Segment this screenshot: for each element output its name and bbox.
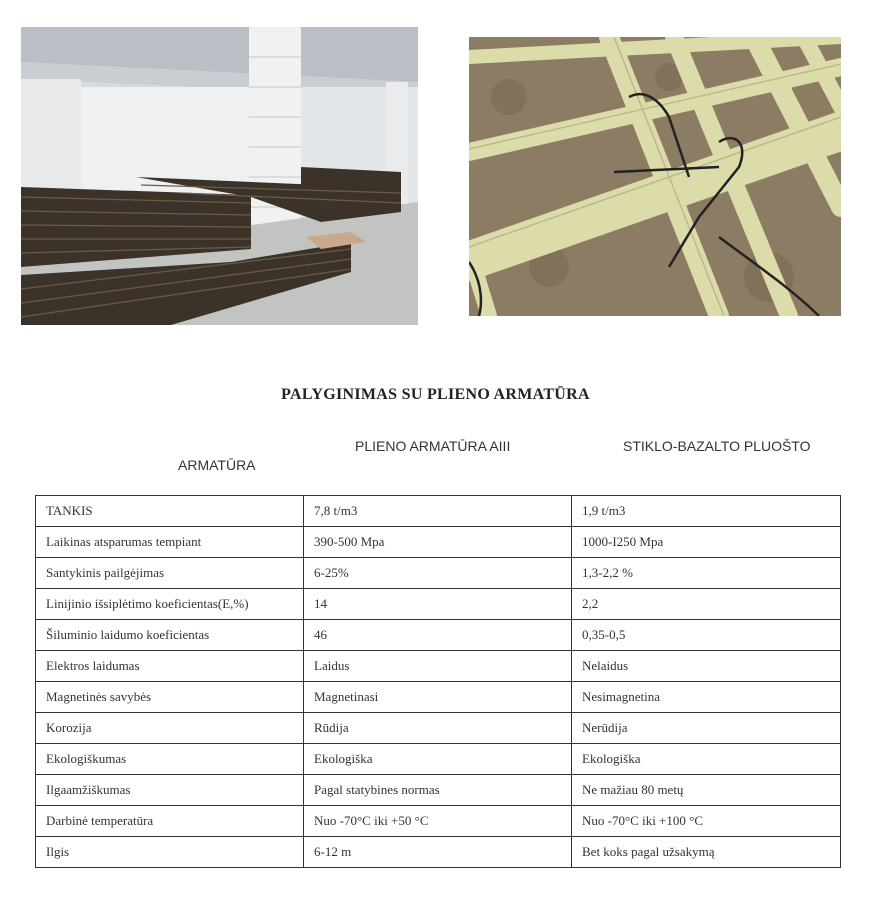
table-row	[36, 806, 841, 837]
property-cell: Santykinis pailgėjimas	[36, 558, 304, 589]
steel-value-cell: Laidus	[304, 651, 572, 682]
fiber-value-cell: 0,35-0,5	[572, 620, 841, 651]
fiber-value-cell: Nesimagnetina	[572, 682, 841, 713]
table-row	[36, 620, 841, 651]
fiber-value-cell: Ekologiška	[572, 744, 841, 775]
property-cell: Korozija	[36, 713, 304, 744]
table-row	[36, 713, 841, 744]
property-cell: Ilgis	[36, 837, 304, 868]
steel-value-cell: Ekologiška	[304, 744, 572, 775]
table-row	[36, 837, 841, 868]
steel-value-cell: Nuo -70°C iki +50 °C	[304, 806, 572, 837]
document-title: PALYGINIMAS SU PLIENO ARMATŪRA	[281, 386, 590, 403]
header-steel-rebar: PLIENO ARMATŪRA AIII	[355, 438, 511, 454]
steel-value-cell: Magnetinasi	[304, 682, 572, 713]
header-glass-basalt-fiber: STIKLO-BAZALTO PLUOŠTO	[623, 438, 811, 454]
property-cell: Ekologiškumas	[36, 744, 304, 775]
steel-value-cell: 6-25%	[304, 558, 572, 589]
property-cell: Ilgaamžiškumas	[36, 775, 304, 806]
steel-value-cell: 14	[304, 589, 572, 620]
fiberglass-rebar-photo	[469, 37, 841, 316]
property-cell: TANKIS	[36, 496, 304, 527]
fiber-value-cell: 2,2	[572, 589, 841, 620]
fiber-value-cell: Bet koks pagal užsakymą	[572, 837, 841, 868]
table-row	[36, 589, 841, 620]
table-row	[36, 496, 841, 527]
table-row	[36, 558, 841, 589]
table-row	[36, 682, 841, 713]
table-row	[36, 527, 841, 558]
fiber-value-cell: Nelaidus	[572, 651, 841, 682]
property-cell: Darbinė temperatūra	[36, 806, 304, 837]
property-cell: Linijinio išsiplėtimo koeficientas(E,%)	[36, 589, 304, 620]
steel-value-cell: 390-500 Mpa	[304, 527, 572, 558]
fiber-value-cell: 1,9 t/m3	[572, 496, 841, 527]
warehouse-illustration	[21, 27, 418, 325]
fiber-value-cell: Nerūdija	[572, 713, 841, 744]
fiber-value-cell: Ne mažiau 80 metų	[572, 775, 841, 806]
header-armatura: ARMATŪRA	[178, 457, 256, 473]
fiber-value-cell: 1,3-2,2 %	[572, 558, 841, 589]
steel-value-cell: 46	[304, 620, 572, 651]
property-cell: Magnetinės savybės	[36, 682, 304, 713]
property-cell: Laikinas atsparumas tempiant	[36, 527, 304, 558]
steel-value-cell: Rūdija	[304, 713, 572, 744]
fiber-value-cell: 1000-I250 Mpa	[572, 527, 841, 558]
property-cell: Elektros laidumas	[36, 651, 304, 682]
table-row	[36, 775, 841, 806]
rebar-grid-illustration	[469, 37, 841, 316]
table-row	[36, 744, 841, 775]
table-row	[36, 651, 841, 682]
comparison-table	[35, 495, 841, 868]
property-cell: Šiluminio laidumo koeficientas	[36, 620, 304, 651]
steel-value-cell: 6-12 m	[304, 837, 572, 868]
steel-value-cell: Pagal statybines normas	[304, 775, 572, 806]
steel-value-cell: 7,8 t/m3	[304, 496, 572, 527]
steel-rebar-warehouse-photo	[21, 27, 418, 325]
fiber-value-cell: Nuo -70°C iki +100 °C	[572, 806, 841, 837]
